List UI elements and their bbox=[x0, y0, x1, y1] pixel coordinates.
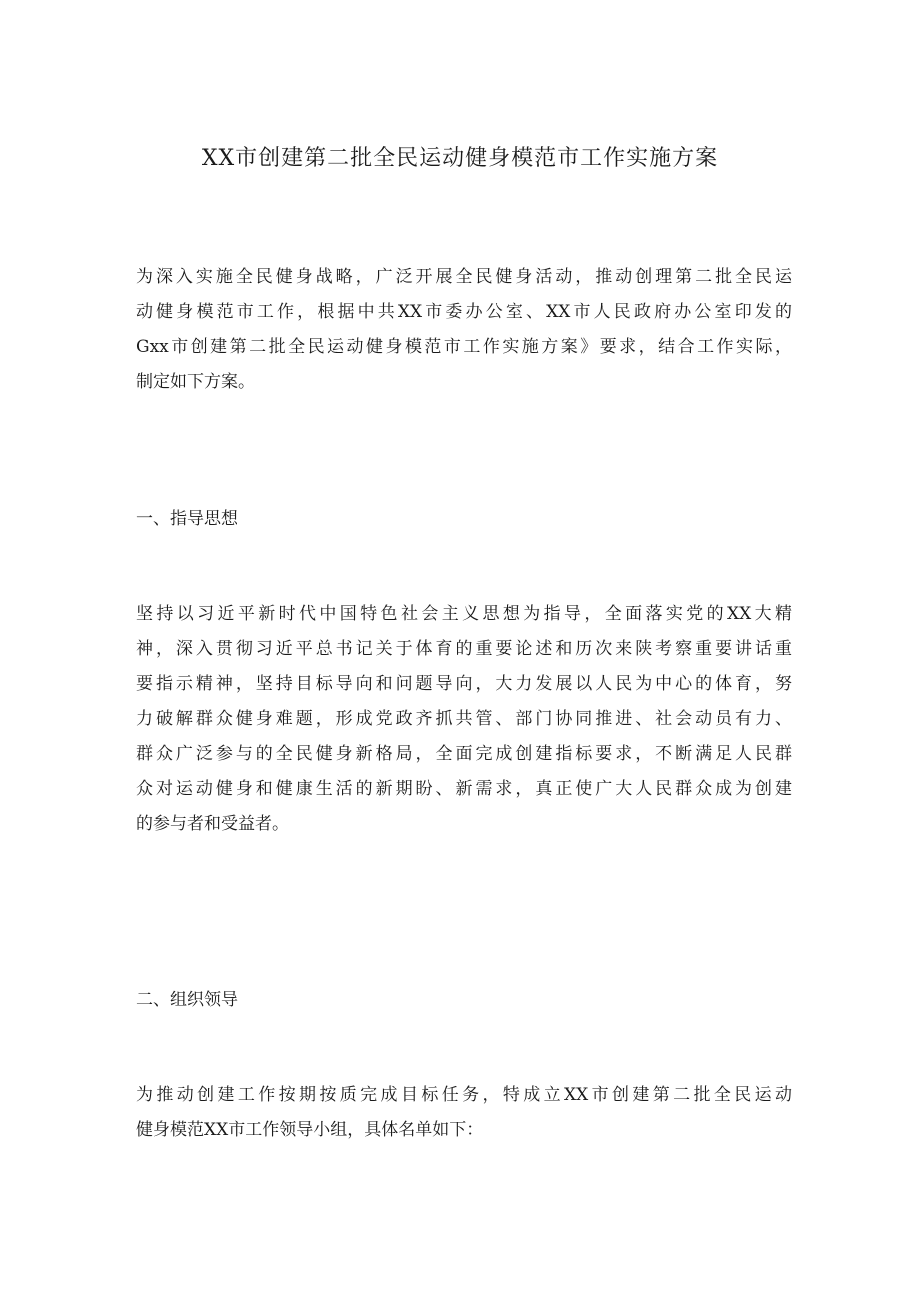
paragraph-line: 健身模范XX市工作领导小组，具体名单如下： bbox=[136, 1120, 484, 1140]
section-heading-organization: 二、组织领导 bbox=[136, 990, 238, 1010]
paragraph-line: 群众广泛参与的全民健身新格局，全面完成创建指标要求，不断满足人民群 bbox=[136, 744, 792, 764]
document-title: XX市创建第二批全民运动健身模范市工作实施方案 bbox=[201, 146, 719, 171]
paragraph-line: 的参与者和受益者。 bbox=[136, 814, 289, 834]
paragraph-line: 坚持以习近平新时代中国特色社会主义思想为指导，全面落实党的XX大精 bbox=[136, 604, 792, 624]
paragraph-line: 众对运动健身和健康生活的新期盼、新需求，真正使广大人民群众成为创建 bbox=[136, 779, 792, 799]
paragraph-line: 制定如下方案。 bbox=[136, 372, 255, 392]
paragraph-line: 力破解群众健身难题，形成党政齐抓共管、部门协同推进、社会动员有力、 bbox=[136, 709, 792, 729]
paragraph-line: Gxx市创建第二批全民运动健身模范市工作实施方案》要求，结合工作实际， bbox=[136, 337, 792, 357]
paragraph-line: 为推动创建工作按期按质完成目标任务，特成立XX市创建第二批全民运动 bbox=[136, 1085, 792, 1105]
paragraph-line: 要指示精神，坚持目标导向和问题导向，大力发展以人民为中心的体育，努 bbox=[136, 674, 792, 694]
intro-paragraph bbox=[136, 260, 792, 400]
paragraph-line: 为深入实施全民健身战略，广泛开展全民健身活动，推动创理第二批全民运 bbox=[136, 267, 792, 287]
paragraph-line: 动健身模范市工作，根据中共XX市委办公室、XX市人民政府办公室印发的 bbox=[136, 302, 792, 322]
section-heading-guiding-thought: 一、指导思想 bbox=[136, 509, 238, 529]
guiding-thought-paragraph bbox=[136, 597, 792, 842]
paragraph-line: 神，深入贯彻习近平总书记关于体育的重要论述和历次来陕考察重要讲话重 bbox=[136, 639, 792, 659]
organization-paragraph bbox=[136, 1078, 792, 1148]
